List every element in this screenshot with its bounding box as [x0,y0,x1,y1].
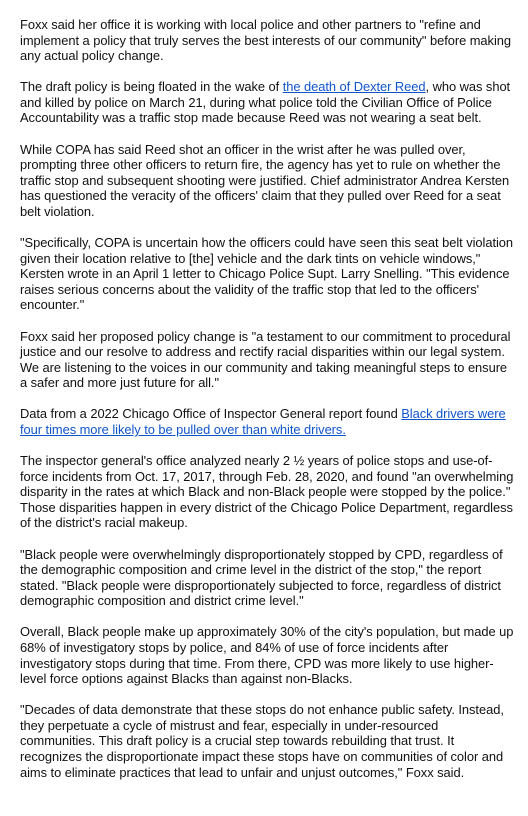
paragraph-inspector-general-report [20,406,514,437]
dexter-reed-death-link[interactable]: the death of Dexter Reed [282,79,426,95]
paragraph-text: Data from a 2022 Chicago Office of Inspector General report found [20,406,402,422]
paragraph-text: , who was shot and killed by police on March 21, during what police told the Civilian Office of Police Accountability was a traffic stop made because Reed was not wearing a seat belt. [20,79,511,126]
paragraph-draft-policy-dexter-reed [20,79,514,126]
paragraph-copa-kersten: While COPA has said Reed shot an officer in the wrist after he was pulled over, prompting three other officers to return fire, the agency has yet to rule on whether the traffic stop and subsequent shooting were justified. Chief administrator Andrea Kersten has questioned the veracity of the officers' claim that they pulled over Reed for a seat belt violation. [20,141,510,219]
paragraph-population-statistics: Overall, Black people make up approximately 30% of the city's population, but made up 68% of investigatory stops by police, and 84% of use of force incidents after investigatory stops during that time. From there, CPD was more likely to use higher-level force options against Blacks than against non-Blacks. [20,624,514,687]
paragraph-foxx-testament-quote: Foxx said her proposed policy change is "a testament to our commitment to procedural justice and our resolve to address and rectify racial disparities within our legal system. We are listening to the voices in our community and taking meaningful steps to ensure a safer and more just future for all." [20,328,511,391]
paragraph-inspector-general-analysis: The inspector general's office analyzed nearly 2 ½ years of police stops and use-of-force incidents from Oct. 17, 2017, through Feb. 28, 2020, and found "an overwhelming disparity in the rates at which Black and non-Black people were stopped by the police." Those disparities happen in every district of the Chicago Police Department, regardless of the district's racial makeup. [20,453,514,531]
black-drivers-report-link[interactable]: Black drivers were four times more likely to be pulled over than white drivers. [20,406,506,437]
paragraph-report-quote: "Black people were overwhelmingly disproportionately stopped by CPD, regardless of the demographic composition and crime level in the district of the stop," the report stated. "Black people were disproportionately subjected to force, regardless of district demographic composition and district crime level." [20,546,503,609]
paragraph-foxx-closing-quote: "Decades of data demonstrate that these stops do not enhance public safety. Instead, they perpetuate a cycle of mistrust and fear, especially in under-resourced communities. This draft policy is a crucial step towards rebuilding that trust. It recognizes the disproportionate impact these stops have on communities of color and aims to eliminate practices that lead to unfair and unjust outcomes," Foxx said. [20,702,504,780]
paragraph-kersten-letter-quote: "Specifically, COPA is uncertain how the officers could have seen this seat belt violation given their location relative to [the] vehicle and the dark tints on vehicle windows," Kersten wrote in an April 1 letter to Chicago Police Supt. Larry Snelling. "This evidence raises serious concerns about the validity of the traffic stop that led to the officers' encounter." [20,235,514,313]
paragraph-text: The draft policy is being floated in the wake of [20,79,283,95]
paragraph-foxx-working-with-police: Foxx said her office it is working with local police and other partners to "refine and implement a policy that truly serves the best interests of our community" before making any actual policy change. [20,17,512,64]
